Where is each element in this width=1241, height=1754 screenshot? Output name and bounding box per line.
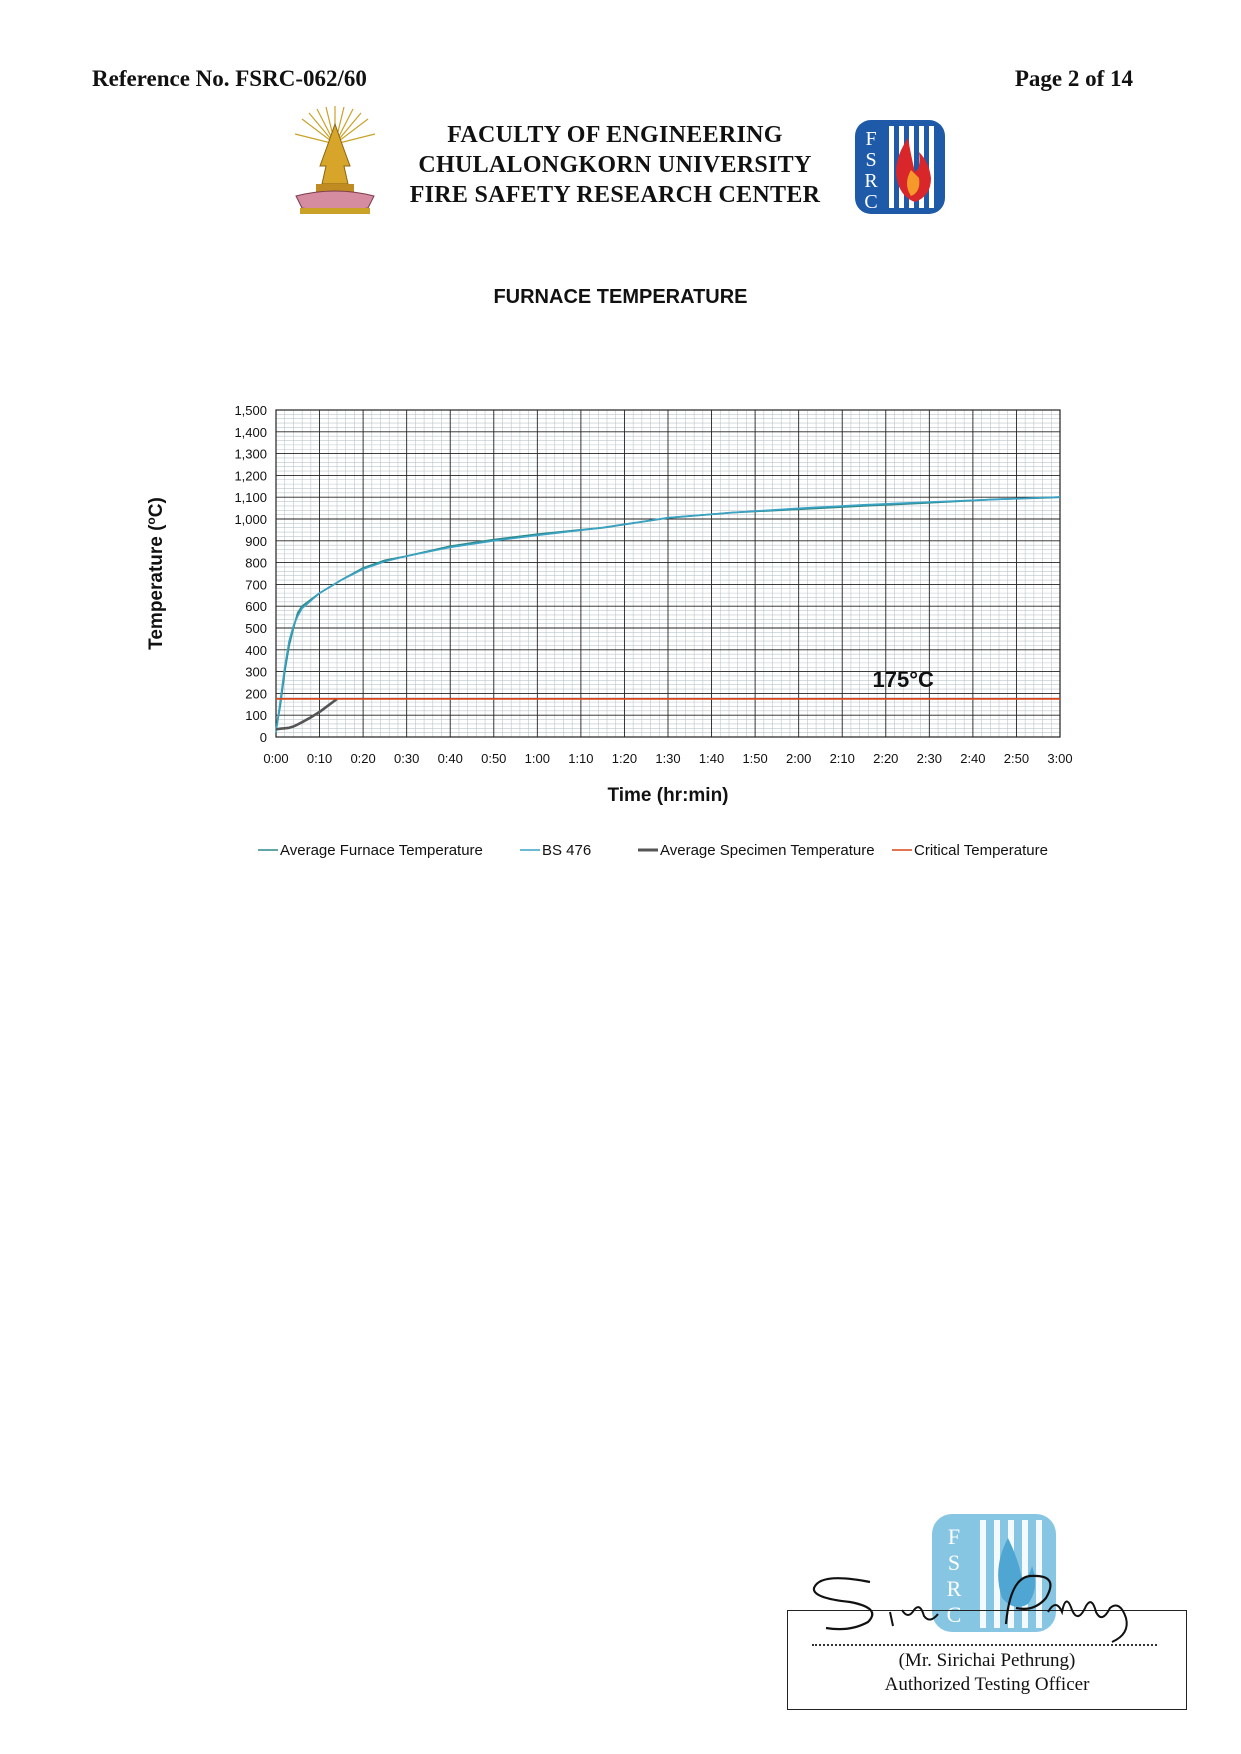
reference-number: Reference No. FSRC-062/60 [92,66,367,91]
y-tick-label: 900 [245,533,267,549]
stamp-letter-c: C [946,1602,962,1627]
y-tick-label: 500 [245,621,267,636]
x-tick-label: 0:30 [394,751,420,766]
y-tick-label: 600 [245,599,267,615]
y-tick-label: 200 [245,686,267,702]
x-tick-label: 0:20 [350,751,376,766]
y-tick-label: 1,000 [234,512,267,527]
y-tick-label: 1,500 [234,403,267,418]
institution-line-faculty: FACULTY OF ENGINEERING [447,122,783,148]
legend-label-specimen: Average Specimen Temperature [660,842,875,859]
institution-line-university: CHULALONGKORN UNIVERSITY [418,152,812,178]
handwritten-signature [810,1568,1150,1648]
y-tick-label: 1,100 [234,490,267,506]
y-tick-label: 400 [245,642,267,658]
x-tick-label: 2:50 [1003,751,1030,766]
y-axis-label-degree: o [144,517,158,525]
stamp-letter-r: R [946,1576,962,1601]
chulalongkorn-seal-logo [292,104,378,220]
critical-temperature-annotation: 175°C [872,666,934,692]
fsrc-logo-letter-r: R [864,170,878,192]
furnace-temperature-chart [0,380,1241,880]
y-tick-label: 100 [245,708,267,724]
x-tick-label: 2:30 [916,751,942,766]
x-tick-label: 1:40 [698,751,725,766]
stamp-letter-f: F [947,1524,961,1549]
x-tick-label: 1:20 [611,751,638,766]
x-tick-label: 2:00 [786,751,812,766]
fsrc-logo-letter-c: C [864,191,878,213]
chart-title: FURNACE TEMPERATURE [493,286,748,308]
series-line-specimen [276,699,337,730]
x-tick-labels [263,751,1072,766]
x-tick-label: 2:10 [829,751,855,766]
y-axis-label-unit: C) [146,497,167,518]
y-tick-label: 1,400 [234,424,267,440]
y-tick-labels [234,403,267,745]
major-gridlines [276,410,1060,737]
x-tick-label: 1:10 [568,751,594,766]
x-tick-label: 0:10 [306,751,333,766]
legend-label-critical: Critical Temperature [914,842,1048,859]
institution-header [380,120,850,210]
y-tick-label: 1,200 [234,468,267,484]
y-tick-label: 700 [245,577,267,593]
fsrc-logo [853,118,947,216]
x-tick-label: 2:40 [960,751,986,766]
x-tick-label: 0:50 [481,751,507,766]
signatory-role: Authorized Testing Officer [884,1674,1090,1695]
y-tick-label: 1,300 [234,446,267,462]
page-number: Page 2 of 14 [1014,66,1133,91]
x-axis-label: Time (hr:min) [607,785,729,806]
x-tick-label: 0:00 [263,751,289,766]
institution-line-center: FIRE SAFETY RESEARCH CENTER [409,182,821,208]
y-tick-label: 800 [245,555,267,571]
signatory-name: (Mr. Sirichai Pethrung) [898,1650,1076,1671]
signature-dotted-line [812,1644,1157,1646]
fsrc-logo-letter-s: S [865,149,877,171]
y-axis-label-text: Temperature ( [146,524,167,650]
x-tick-label: 3:00 [1047,751,1073,766]
x-tick-label: 1:00 [524,751,550,766]
y-tick-label: 300 [245,664,267,680]
x-tick-label: 1:30 [655,751,681,766]
fsrc-logo-letter-f: F [865,128,877,150]
legend-label-furnace: Average Furnace Temperature [280,842,483,859]
x-tick-label: 2:20 [873,751,899,766]
stamp-letter-s: S [947,1550,961,1575]
y-axis-label [144,497,167,650]
chart-legend [258,842,1048,859]
y-tick-label: 0 [259,730,267,745]
x-tick-label: 0:40 [437,751,463,766]
x-tick-label: 1:50 [742,751,768,766]
legend-label-bs476: BS 476 [542,842,592,859]
